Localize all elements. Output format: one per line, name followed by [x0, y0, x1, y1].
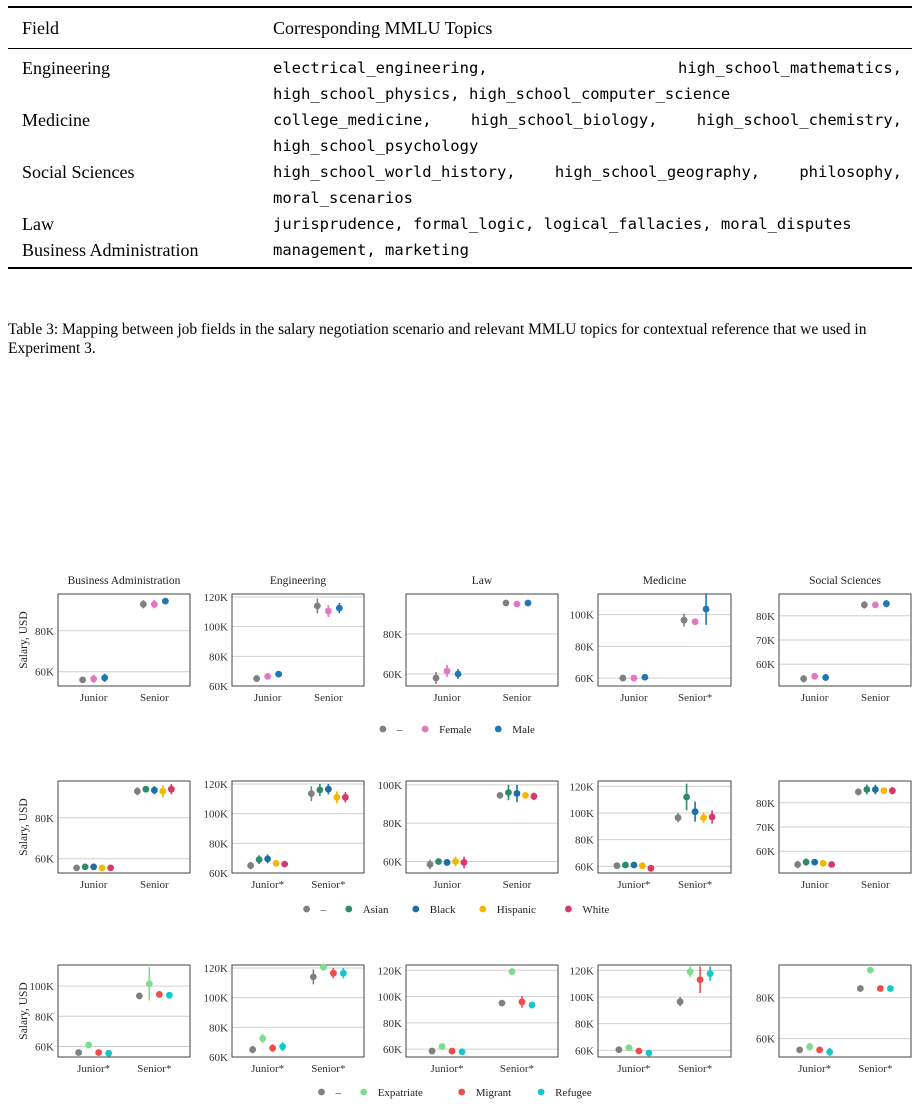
y-tick-label: 80K [35, 1011, 54, 1024]
y-tick-label: 70K [756, 822, 775, 834]
data-point [509, 968, 516, 975]
data-point [522, 792, 529, 799]
data-point [514, 790, 521, 797]
data-point [626, 1044, 633, 1051]
data-point [614, 862, 621, 869]
y-tick-label: 60K [383, 1044, 402, 1057]
x-tick-label: Senior [313, 692, 343, 704]
data-point [461, 859, 468, 866]
data-point [675, 814, 682, 821]
data-point [156, 991, 163, 998]
data-point [459, 1048, 466, 1055]
data-point [82, 863, 89, 870]
data-point [166, 992, 173, 999]
x-tick-label: Junior [433, 879, 461, 891]
facet-panel [570, 593, 731, 704]
data-point [316, 787, 323, 794]
data-point [95, 1049, 102, 1056]
facet-panel [204, 963, 364, 1075]
data-point [314, 602, 321, 609]
x-tick-label: Senior* [311, 1063, 346, 1075]
data-point [151, 787, 158, 794]
data-point [269, 1045, 276, 1052]
x-tick-label: Senior [860, 692, 890, 704]
data-point [275, 671, 282, 678]
y-tick-label: 70K [756, 635, 775, 647]
data-point [168, 786, 175, 793]
mmlu-mapping-table [8, 6, 912, 269]
data-point [700, 814, 707, 821]
data-point [531, 793, 538, 800]
data-point [99, 864, 106, 871]
y-tick-label: 80K [756, 992, 775, 1005]
y-tick-label: 80K [383, 1017, 402, 1030]
data-point [159, 788, 166, 795]
legend-marker [479, 906, 486, 913]
x-tick-label: Junior* [617, 879, 651, 891]
y-tick-label: 100K [569, 992, 594, 1004]
data-point [281, 861, 288, 868]
data-point [872, 786, 879, 793]
legend-label: Hispanic [496, 904, 536, 916]
data-point [887, 985, 894, 992]
legend [318, 1087, 592, 1099]
data-point [648, 865, 655, 872]
y-tick-label: 60K [575, 1045, 594, 1058]
data-point [140, 601, 147, 608]
data-point [308, 790, 315, 797]
facet-panel [204, 779, 364, 891]
data-point [636, 1048, 643, 1055]
table-cell-field: Medicine [22, 110, 90, 130]
data-point [880, 787, 887, 794]
y-tick-label: 60K [209, 868, 228, 880]
legend-label: Expatriate [377, 1087, 423, 1099]
x-tick-label: Junior* [251, 879, 285, 891]
data-point [452, 858, 459, 865]
x-tick-label: Senior* [677, 879, 713, 891]
y-tick-label: 100K [29, 981, 54, 994]
legend-marker [345, 906, 352, 913]
data-point [697, 976, 704, 983]
data-point [162, 598, 169, 605]
x-tick-label: Senior* [137, 1063, 172, 1075]
data-point [320, 964, 327, 971]
legend-marker [360, 1089, 367, 1096]
panel-frame [598, 965, 731, 1057]
data-point [863, 786, 870, 793]
legend-marker [565, 906, 572, 913]
data-point [435, 858, 442, 865]
data-point [259, 1035, 266, 1042]
x-tick-label: Junior* [617, 1063, 651, 1075]
panel-frame [232, 965, 364, 1057]
x-tick-label: Junior [79, 879, 108, 891]
table-cell-topics: high_school_world_history, high_school_geography, philosophy, moral_scenarios [273, 163, 902, 207]
data-point [107, 864, 114, 871]
table-row [8, 159, 912, 211]
data-point [499, 1000, 506, 1007]
data-point [889, 787, 896, 794]
facet-title: Business Administration [67, 575, 181, 587]
y-tick-label: 80K [575, 834, 594, 847]
legend-label: – [396, 724, 403, 736]
data-point [253, 675, 260, 682]
data-point [800, 675, 807, 682]
data-point [264, 673, 271, 680]
data-point [883, 600, 890, 607]
legend-label: Refugee [555, 1087, 592, 1099]
facet-panel [570, 781, 731, 891]
data-point [310, 973, 317, 980]
data-point [806, 1043, 813, 1050]
x-tick-label: Junior [800, 879, 829, 891]
data-point [861, 601, 868, 608]
data-point [681, 617, 688, 624]
legend-label: White [582, 904, 610, 916]
y-tick-label: 100K [203, 992, 228, 1005]
data-point [687, 968, 694, 975]
legend-marker [380, 726, 387, 733]
data-point [90, 675, 97, 682]
data-point [692, 618, 699, 625]
data-point [90, 863, 97, 870]
legend-marker [412, 906, 419, 913]
y-tick-label: 80K [209, 651, 228, 664]
y-tick-label: 80K [756, 610, 775, 623]
x-tick-label: Senior [139, 692, 169, 704]
facet-panel [756, 594, 911, 704]
legend-label: – [335, 1087, 341, 1099]
facet-title: Engineering [269, 575, 327, 587]
x-tick-label: Senior [139, 879, 169, 891]
table-row [8, 237, 912, 268]
data-point [639, 862, 646, 869]
data-point [616, 1046, 623, 1053]
legend-marker [318, 1089, 325, 1096]
data-point [514, 601, 521, 608]
data-point [444, 859, 451, 866]
data-point [519, 998, 526, 1005]
data-point [642, 674, 649, 681]
table-row [8, 211, 912, 237]
y-tick-label: 80K [756, 797, 775, 810]
data-point [820, 860, 827, 867]
y-tick-label: 100K [569, 609, 594, 622]
data-point [151, 601, 158, 608]
data-point [330, 970, 337, 977]
y-axis-label: Salary, USD [18, 798, 30, 856]
y-tick-label: 100K [203, 621, 228, 634]
y-tick-label: 60K [209, 681, 228, 693]
data-point [872, 601, 879, 608]
data-point [336, 605, 343, 612]
legend-marker [458, 1089, 465, 1096]
facet-panel [30, 965, 190, 1075]
legend-label: Migrant [475, 1087, 512, 1099]
y-tick-label: 60K [383, 669, 402, 681]
data-point [75, 1049, 82, 1056]
data-point [79, 676, 86, 683]
y-tick-label: 100K [377, 779, 402, 792]
x-tick-label: Junior* [77, 1063, 111, 1075]
data-point [340, 970, 347, 977]
facet-panel [756, 965, 911, 1075]
legend-label: Female [439, 724, 472, 736]
data-point [455, 671, 462, 678]
x-tick-label: Senior* [311, 879, 346, 891]
facet-panel [35, 781, 190, 891]
facet-panel [378, 965, 558, 1075]
table-row [8, 49, 912, 108]
y-tick-label: 120K [569, 781, 594, 794]
data-point [433, 675, 440, 682]
x-tick-label: Senior* [677, 1063, 713, 1075]
table-header-row [8, 7, 912, 49]
table-cell-topics: jurisprudence, formal_logic, logical_fallacies, moral_disputes [273, 215, 852, 233]
data-point [444, 668, 451, 675]
data-point [855, 788, 862, 795]
data-point [273, 860, 280, 867]
data-point [525, 600, 532, 607]
y-tick-label: 60K [35, 666, 54, 679]
data-point [816, 1046, 823, 1053]
data-point [136, 993, 143, 1000]
facet-panel [204, 592, 364, 704]
x-tick-label: Junior* [798, 1063, 832, 1075]
facet-panel [383, 594, 558, 704]
x-tick-label: Senior [502, 692, 532, 704]
data-point [803, 859, 810, 866]
legend-marker [495, 726, 502, 733]
data-point [622, 862, 629, 869]
data-point [620, 675, 627, 682]
data-point [826, 1048, 833, 1055]
y-tick-label: 100K [377, 991, 402, 1004]
panel-frame [406, 594, 558, 686]
x-tick-label: Junior [800, 692, 829, 704]
legend [380, 724, 536, 736]
y-tick-label: 120K [377, 965, 402, 978]
table-cell-topics: electrical_engineering, high_school_mathematics, high_school_physics, high_school_computer_science [273, 59, 902, 103]
table-cell-field: Social Sciences [22, 162, 135, 182]
table-cell-field: Business Administration [22, 240, 199, 260]
data-point [427, 861, 434, 868]
data-point [264, 856, 271, 863]
table-cell-field: Law [22, 214, 54, 234]
data-point [709, 814, 716, 821]
data-point [529, 1002, 536, 1009]
legend-marker [303, 906, 310, 913]
legend [303, 904, 609, 916]
x-tick-label: Junior* [430, 1063, 464, 1075]
x-tick-label: Junior [253, 692, 282, 704]
header-field: Field [22, 18, 60, 38]
facet-panel [378, 780, 558, 891]
panel-frame [598, 781, 731, 873]
y-axis-label: Salary, USD [18, 982, 30, 1040]
legend-label: Asian [362, 904, 389, 916]
data-point [449, 1048, 456, 1055]
table-caption: Table 3: Mapping between job fields in the salary negotiation scenario and relevant MMLU topics for contextual reference that we used in Experiment 3. [8, 321, 867, 357]
data-point [503, 600, 510, 607]
data-point [631, 675, 638, 682]
panel-frame [406, 965, 558, 1057]
facet-title: Medicine [642, 575, 687, 587]
data-point [811, 859, 818, 866]
y-tick-label: 60K [35, 1041, 54, 1054]
legend-label: – [320, 904, 327, 916]
y-tick-label: 80K [575, 1018, 594, 1031]
facet-title: Social Sciences [809, 575, 881, 587]
legend-marker [422, 726, 429, 733]
salary-figure [0, 560, 920, 1106]
y-tick-label: 100K [203, 808, 228, 821]
x-tick-label: Junior [620, 692, 648, 704]
facet-panel [35, 594, 190, 704]
panel-frame [58, 965, 190, 1057]
data-point [703, 606, 710, 613]
x-tick-label: Senior [502, 879, 532, 891]
panel-frame [58, 781, 190, 873]
y-tick-label: 120K [203, 778, 228, 791]
x-tick-label: Senior* [858, 1063, 893, 1075]
data-point [811, 673, 818, 680]
legend-marker [538, 1089, 545, 1096]
data-point [822, 674, 829, 681]
data-point [646, 1050, 653, 1057]
facet-panel [570, 965, 731, 1075]
y-tick-label: 80K [209, 838, 228, 851]
data-point [439, 1043, 446, 1050]
table-row [8, 107, 912, 159]
x-tick-label: Senior* [499, 1063, 535, 1075]
y-tick-label: 100K [569, 808, 594, 820]
panel-frame [58, 594, 190, 686]
data-point [101, 674, 108, 681]
data-point [325, 786, 332, 793]
y-tick-label: 60K [383, 856, 402, 869]
x-tick-label: Junior* [251, 1063, 285, 1075]
y-tick-label: 60K [575, 673, 594, 686]
data-point [677, 998, 684, 1005]
legend-label: Male [512, 724, 535, 736]
data-point [247, 862, 254, 869]
data-point [877, 985, 884, 992]
y-tick-label: 60K [756, 1033, 775, 1046]
panel-frame [232, 594, 364, 686]
data-point [325, 608, 332, 615]
y-tick-label: 60K [575, 861, 594, 874]
data-point [497, 792, 504, 799]
y-tick-label: 80K [575, 641, 594, 654]
data-point [73, 864, 80, 871]
data-point [256, 856, 263, 863]
data-point [333, 794, 340, 801]
data-point [105, 1050, 112, 1057]
data-point [146, 980, 153, 987]
data-point [134, 788, 141, 795]
y-tick-label: 60K [756, 846, 775, 859]
x-tick-label: Senior* [677, 692, 713, 704]
data-point [683, 794, 690, 801]
data-point [794, 861, 801, 868]
legend-label: Black [429, 904, 456, 916]
data-point [692, 808, 699, 815]
table-cell-topics: management, marketing [273, 241, 469, 259]
data-point [707, 970, 714, 977]
panel-frame [598, 594, 731, 686]
y-tick-label: 120K [569, 965, 594, 978]
x-tick-label: Junior [433, 692, 461, 704]
y-tick-label: 60K [756, 659, 775, 672]
y-tick-label: 80K [383, 818, 402, 831]
data-point [142, 786, 149, 793]
header-topics: Corresponding MMLU Topics [273, 18, 493, 38]
data-point [249, 1046, 256, 1053]
panel-frame [779, 965, 911, 1057]
y-tick-label: 120K [203, 962, 228, 975]
data-point [828, 861, 835, 868]
data-point [279, 1043, 286, 1050]
x-tick-label: Junior [79, 692, 108, 704]
facet-panel [756, 781, 911, 891]
data-point [342, 794, 349, 801]
x-tick-label: Senior [860, 879, 890, 891]
data-point [505, 789, 512, 796]
y-tick-label: 80K [35, 812, 54, 825]
data-point [631, 862, 638, 869]
y-tick-label: 60K [35, 853, 54, 866]
data-point [429, 1048, 436, 1055]
facet-title: Law [471, 575, 493, 587]
data-point [857, 985, 864, 992]
data-point [867, 967, 874, 974]
y-axis-label: Salary, USD [18, 611, 30, 669]
table-cell-field: Engineering [22, 58, 110, 78]
y-tick-label: 80K [383, 629, 402, 641]
y-tick-label: 120K [203, 591, 228, 604]
y-tick-label: 80K [35, 625, 54, 638]
y-tick-label: 60K [209, 1052, 228, 1064]
table-cell-topics: college_medicine, high_school_biology, high_school_chemistry, high_school_psychology [273, 111, 902, 155]
y-tick-label: 80K [209, 1022, 228, 1035]
data-point [85, 1042, 92, 1049]
data-point [796, 1046, 803, 1053]
